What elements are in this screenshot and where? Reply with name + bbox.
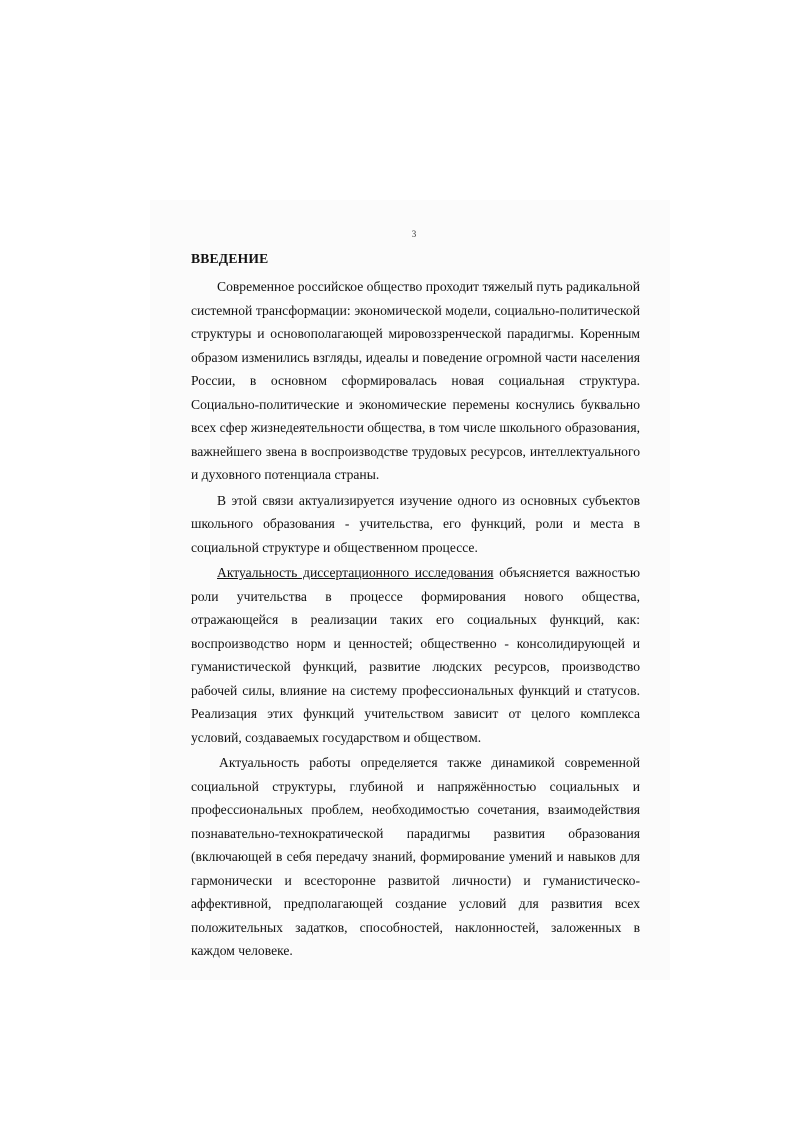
paragraph-3 xyxy=(191,561,640,749)
document-body xyxy=(191,249,640,965)
section-heading: ВВЕДЕНИЕ xyxy=(191,251,269,266)
paragraph-3-rest: объясняется важностью роли учительства в процессе формирования нового общества, отражающейся в реализации таких его социальных функций, как: воспроизводство норм и ценностей; общественно - консолидирующей и гуманистической функций, развитие людских ресурсов, производство рабочей силы, влияние на систему профессиональных функций и статусов. Реализация этих функций учительством зависит от целого комплекса условий, создаваемых государством и обществом. xyxy=(191,565,640,745)
page-number: 3 xyxy=(411,229,417,239)
paragraph-4: Актуальность работы определяется также динамикой современной социальной структуры, глубиной и напряжённостью социальных и профессиональных проблем, необходимостью сочетания, взаимодействия познавательно-технократической парадигмы развития образования (включающей в себя передачу знаний, формирование умений и навыков для гармонически и всесторонне развитой личности) и гуманистическо-аффективной, предполагающей создание условий для развития всех положительных задатков, способностей, наклонностей, заложенных в каждом человеке. xyxy=(191,755,640,958)
paragraph-1: Современное российское общество проходит тяжелый путь радикальной системной трансформации: экономической модели, социально-политической структуры и основополагающей мировоззренческой парадигмы. Коренным образом изменились взгляды, идеалы и поведение огромной части населения России, в основном сформировалась новая социальная структура. Социально-политические и экономические перемены коснулись буквально всех сфер жизнедеятельности общества, в том числе школьного образования, важнейшего звена в воспроизводстве трудовых ресурсов, интеллектуального и духовного потенциала страны. xyxy=(191,279,640,482)
paragraph-2: В этой связи актуализируется изучение одного из основных субъектов школьного образования - учительства, его функций, роли и места в социальной структуре и общественном процессе. xyxy=(191,492,640,555)
relevance-underlined-phrase: Актуальность диссертационного исследования xyxy=(217,565,494,580)
